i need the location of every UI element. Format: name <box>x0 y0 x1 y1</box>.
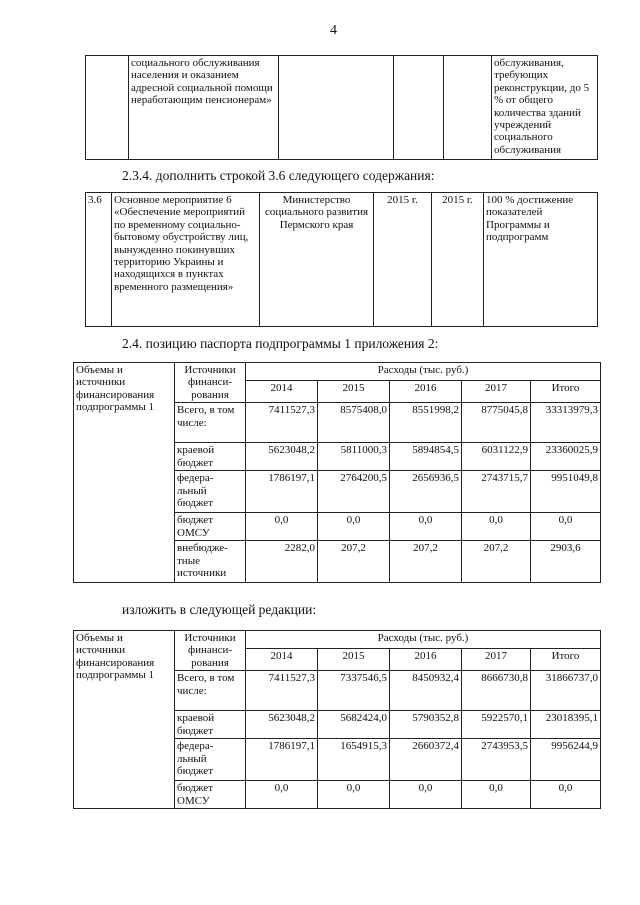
value-cell: 0,0 <box>462 513 531 541</box>
year-header: 2017 <box>462 649 531 671</box>
year-header: 2017 <box>462 381 531 403</box>
value-cell: 1786197,1 <box>246 471 318 513</box>
value-cell: 1654915,3 <box>318 739 390 781</box>
value-cell: 7337546,5 <box>318 671 390 711</box>
value-cell: 7411527,3 <box>246 403 318 443</box>
value-cell: 0,0 <box>390 781 462 809</box>
value-cell: 2764200,5 <box>318 471 390 513</box>
source-name: бюджет ОМСУ <box>175 781 246 809</box>
finance-table-old <box>73 362 601 583</box>
value-cell: 5894854,5 <box>390 443 462 471</box>
year-header: 2015 <box>318 649 390 671</box>
sources-header: Источники финанси-рования <box>175 631 246 671</box>
value-cell: 5682424,0 <box>318 711 390 739</box>
expenses-header: Расходы (тыс. руб.) <box>246 631 601 649</box>
source-name: федера-льный бюджет <box>175 739 246 781</box>
value-cell: 1786197,1 <box>246 739 318 781</box>
start-date: 2015 г. <box>374 193 432 327</box>
source-name: федера-льный бюджет <box>175 471 246 513</box>
value-cell: 31866737,0 <box>531 671 601 711</box>
top-table-event: социального обслуживания населения и оказанием адресной социальной помощи неработающим пенсионерам» <box>129 56 279 160</box>
total-header: Итого <box>531 381 601 403</box>
value-cell: 2660372,4 <box>390 739 462 781</box>
value-cell: 6031122,9 <box>462 443 531 471</box>
value-cell: 7411527,3 <box>246 671 318 711</box>
value-cell: 2903,6 <box>531 541 601 583</box>
value-cell: 33313979,3 <box>531 403 601 443</box>
value-cell: 207,2 <box>390 541 462 583</box>
sources-header: Источники финанси-рования <box>175 363 246 403</box>
value-cell: 0,0 <box>318 513 390 541</box>
value-cell: 8775045,8 <box>462 403 531 443</box>
value-cell: 2743953,5 <box>462 739 531 781</box>
source-name: бюджет ОМСУ <box>175 513 246 541</box>
row-3-6-table <box>85 192 598 327</box>
source-name: краевой бюджет <box>175 443 246 471</box>
value-cell: 8575408,0 <box>318 403 390 443</box>
value-cell: 8666730,8 <box>462 671 531 711</box>
value-cell: 0,0 <box>246 781 318 809</box>
value-cell: 0,0 <box>531 513 601 541</box>
value-cell: 5811000,3 <box>318 443 390 471</box>
finance-label: Объемы и источники финансирования подпрограммы 1 <box>74 363 175 583</box>
page-number: 4 <box>330 23 337 38</box>
value-cell: 8551998,2 <box>390 403 462 443</box>
executor: Министерство социального развития Пермского края <box>260 193 374 327</box>
top-table <box>85 55 598 160</box>
value-cell: 0,0 <box>318 781 390 809</box>
source-name: внебюдже-тные источники <box>175 541 246 583</box>
value-cell: 8450932,4 <box>390 671 462 711</box>
source-name: краевой бюджет <box>175 711 246 739</box>
value-cell: 2656936,5 <box>390 471 462 513</box>
value-cell: 5623048,2 <box>246 443 318 471</box>
source-name: Всего, в том числе: <box>175 671 246 711</box>
value-cell: 0,0 <box>246 513 318 541</box>
year-header: 2015 <box>318 381 390 403</box>
end-date: 2015 г. <box>432 193 484 327</box>
value-cell: 23018395,1 <box>531 711 601 739</box>
year-header: 2014 <box>246 649 318 671</box>
value-cell: 9951049,8 <box>531 471 601 513</box>
top-table-result: обслуживания, требующих реконструкции, до 5 % от общего количества зданий учреждений социального обслуживания <box>492 56 598 160</box>
year-header: 2014 <box>246 381 318 403</box>
value-cell: 23360025,9 <box>531 443 601 471</box>
value-cell: 2282,0 <box>246 541 318 583</box>
value-cell: 5623048,2 <box>246 711 318 739</box>
value-cell: 5922570,1 <box>462 711 531 739</box>
paragraph-izlozhit: изложить в следующей редакции: <box>122 602 317 617</box>
year-header: 2016 <box>390 649 462 671</box>
paragraph-2-4: 2.4. позицию паспорта подпрограммы 1 приложения 2: <box>122 336 439 351</box>
paragraph-2-3-4: 2.3.4. дополнить строкой 3.6 следующего содержания: <box>122 168 435 183</box>
value-cell: 9956244,9 <box>531 739 601 781</box>
value-cell: 207,2 <box>318 541 390 583</box>
finance-label: Объемы и источники финансирования подпрограммы 1 <box>74 631 175 809</box>
finance-table-new <box>73 630 601 809</box>
value-cell: 0,0 <box>462 781 531 809</box>
expenses-header: Расходы (тыс. руб.) <box>246 363 601 381</box>
total-header: Итого <box>531 649 601 671</box>
value-cell: 0,0 <box>531 781 601 809</box>
value-cell: 5790352,8 <box>390 711 462 739</box>
event-name: Основное мероприятие 6 «Обеспечение мероприятий по временному социально-бытовому обустройству лиц, вынужденно покинувших территорию Украины и находящихся в пунктах временного размещения» <box>112 193 260 327</box>
expected-result: 100 % достижение показателей Программы и подпрограмм <box>484 193 598 327</box>
year-header: 2016 <box>390 381 462 403</box>
value-cell: 0,0 <box>390 513 462 541</box>
value-cell: 2743715,7 <box>462 471 531 513</box>
source-name: Всего, в том числе: <box>175 403 246 443</box>
row-number: 3.6 <box>86 193 112 327</box>
value-cell: 207,2 <box>462 541 531 583</box>
